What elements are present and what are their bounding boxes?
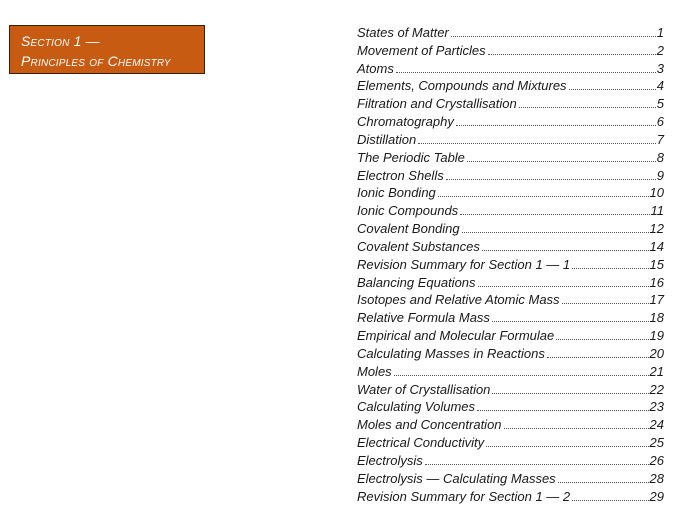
toc-entry-title: Moles and Concentration <box>357 417 502 433</box>
toc-dot-leader <box>425 464 649 465</box>
toc-entry-title: Filtration and Crystallisation <box>357 96 517 112</box>
toc-entry-title: Electrolysis — Calculating Masses <box>357 470 556 486</box>
toc-entry-title: Elements, Compounds and Mixtures <box>357 78 567 94</box>
toc-entry-title: Calculating Masses in Reactions <box>357 345 545 361</box>
toc-entry-title: Movement of Particles <box>357 42 486 58</box>
toc-entry-page-number: 2 <box>656 42 664 58</box>
toc-entry-page-number: 7 <box>656 131 664 147</box>
toc-entry-title: Isotopes and Relative Atomic Mass <box>357 292 560 308</box>
toc-entry <box>357 202 664 220</box>
toc-entry-title: Atoms <box>357 60 394 76</box>
toc-entry-page-number: 17 <box>649 292 664 308</box>
toc-entry <box>357 113 664 131</box>
toc-entry <box>357 238 664 256</box>
toc-entry-page-number: 9 <box>656 167 664 183</box>
toc-entry-page-number: 23 <box>649 399 664 415</box>
toc-dot-leader <box>396 72 656 73</box>
toc-entry-title: Covalent Substances <box>357 238 480 254</box>
toc-entry-page-number: 22 <box>649 381 664 397</box>
toc-entry-page-number: 16 <box>649 274 664 290</box>
toc-entry-title: Revision Summary for Section 1 — 1 <box>357 256 571 272</box>
toc-entry-title: Calculating Volumes <box>357 399 476 415</box>
toc-entry-title: Electron Shells <box>357 167 444 183</box>
toc-entry <box>357 488 664 506</box>
toc-dot-leader <box>562 303 649 304</box>
section-number: Section 1 — <box>21 33 100 49</box>
toc-entry <box>357 345 664 363</box>
toc-entry-page-number: 20 <box>649 345 664 361</box>
toc-entry-page-number: 3 <box>656 60 664 76</box>
toc-entry <box>357 256 664 274</box>
toc-entry-page-number: 15 <box>649 256 664 272</box>
toc-dot-leader <box>394 375 649 376</box>
toc-entry <box>357 167 664 185</box>
toc-dot-leader <box>418 143 656 144</box>
toc-dot-leader <box>446 179 656 180</box>
toc-entry-title: Ionic Bonding <box>357 185 436 201</box>
toc-entry <box>357 131 664 149</box>
toc-entry-page-number: 6 <box>656 114 664 130</box>
toc-entry <box>357 291 664 309</box>
toc-entry-page-number: 12 <box>649 221 664 237</box>
toc-dot-leader <box>486 446 648 447</box>
toc-entry-page-number: 10 <box>649 185 664 201</box>
toc-dot-leader <box>467 161 656 162</box>
toc-entry <box>357 452 664 470</box>
toc-dot-leader <box>504 428 649 429</box>
toc-entry-page-number: 21 <box>649 363 664 379</box>
toc-entry-page-number: 29 <box>649 488 664 504</box>
toc-dot-leader <box>492 393 648 394</box>
toc-entry <box>357 398 664 416</box>
toc-entry <box>357 309 664 327</box>
toc-dot-leader <box>488 54 656 55</box>
toc-entry-title: States of Matter <box>357 25 449 40</box>
toc-entry-title: Relative Formula Mass <box>357 310 490 326</box>
toc-dot-leader <box>456 125 656 126</box>
toc-dot-leader <box>451 36 656 37</box>
toc-entry-page-number: 19 <box>649 328 664 344</box>
toc-entry-title: Electrical Conductivity <box>357 435 485 451</box>
toc-entry-page-number: 24 <box>649 417 664 433</box>
toc-entry <box>357 77 664 95</box>
toc-dot-leader <box>558 482 649 483</box>
toc-dot-leader <box>477 410 649 411</box>
toc-entry-page-number: 26 <box>649 452 664 468</box>
toc-dot-leader <box>478 286 649 287</box>
toc-entry <box>357 327 664 345</box>
toc-entry-page-number: 8 <box>656 149 664 165</box>
toc-entry-page-number: 25 <box>649 435 664 451</box>
toc-entry <box>357 434 664 452</box>
toc-entry-page-number: 18 <box>649 310 664 326</box>
toc-entry <box>357 470 664 488</box>
toc-dot-leader <box>462 232 649 233</box>
toc-entry <box>357 95 664 113</box>
toc-entry-title: Ionic Compounds <box>357 203 459 219</box>
toc-entry-page-number: 14 <box>649 238 664 254</box>
toc-entry <box>357 42 664 60</box>
toc-entry-title: Covalent Bonding <box>357 221 460 237</box>
toc-entry <box>357 24 664 42</box>
toc-dot-leader <box>492 321 649 322</box>
toc-dot-leader <box>556 339 648 340</box>
toc-entry <box>357 381 664 399</box>
toc-entry-title: Revision Summary for Section 1 — 2 <box>357 488 571 504</box>
toc-entry-page-number: 1 <box>656 25 664 40</box>
toc-dot-leader <box>569 89 656 90</box>
toc-dot-leader <box>547 357 649 358</box>
toc-entry-title: Balancing Equations <box>357 274 476 290</box>
toc-entry-page-number: 5 <box>656 96 664 112</box>
toc-entry-page-number: 11 <box>650 203 664 219</box>
toc-dot-leader <box>572 500 648 501</box>
toc-entry-page-number: 4 <box>656 78 664 94</box>
toc-entry-title: Chromatography <box>357 114 454 130</box>
toc-entry <box>357 220 664 238</box>
toc-entry <box>357 363 664 381</box>
toc-entry <box>357 149 664 167</box>
toc-entry <box>357 184 664 202</box>
toc-entry-title: Electrolysis <box>357 452 423 468</box>
toc-entry-page-number: 28 <box>649 470 664 486</box>
toc-entry-title: Distillation <box>357 131 417 147</box>
toc-entry <box>357 60 664 78</box>
toc-dot-leader <box>460 214 649 215</box>
section-title: Principles of Chemistry <box>21 53 171 69</box>
toc-entry-title: Empirical and Molecular Formulae <box>357 328 555 344</box>
toc-entry-title: The Periodic Table <box>357 149 465 165</box>
section-heading-box <box>9 25 205 74</box>
table-of-contents <box>357 24 664 505</box>
toc-entry-title: Moles <box>357 363 392 379</box>
toc-dot-leader <box>519 107 656 108</box>
toc-entry <box>357 274 664 292</box>
toc-entry <box>357 416 664 434</box>
toc-entry-title: Water of Crystallisation <box>357 381 491 397</box>
toc-dot-leader <box>572 268 648 269</box>
toc-dot-leader <box>438 196 649 197</box>
toc-dot-leader <box>482 250 649 251</box>
